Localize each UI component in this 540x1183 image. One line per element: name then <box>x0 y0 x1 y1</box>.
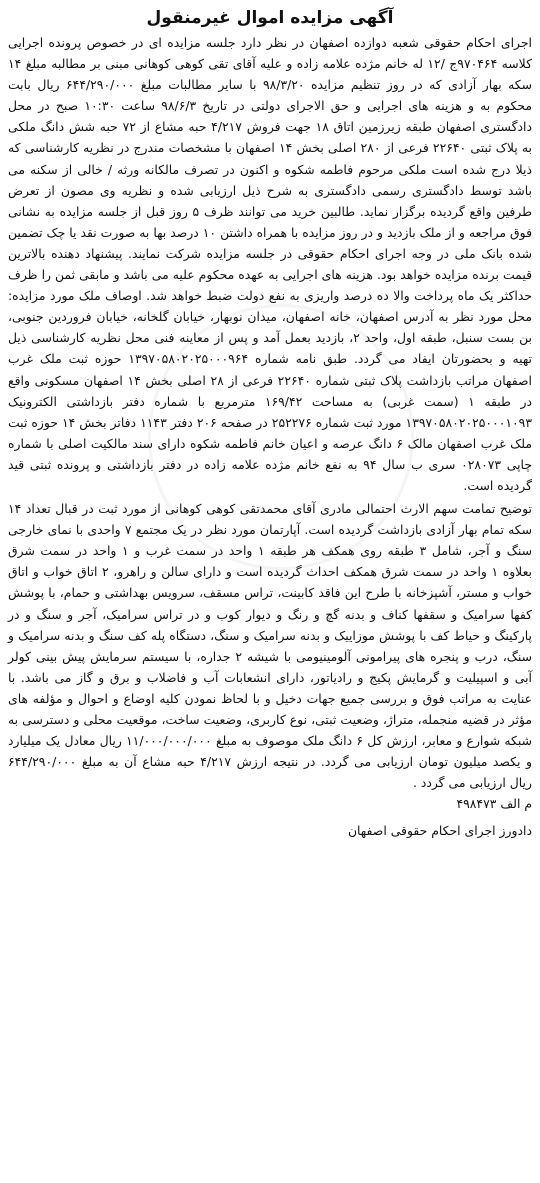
notice-document <box>8 4 532 1179</box>
notice-title: آگهی مزایده اموال غیرمنقول <box>146 8 394 28</box>
notice-body-paragraph-1: اجرای احکام حقوقی شعبه دوازده اصفهان در نظر دارد جلسه مزایده ای در خصوص پرونده اجرایی کلاسه ۹۷۰۴۶۴ج /۱۲ له خانم مژده علامه زاده و علیه آقای تقی کوهی کوهانی مبنی بر مطالبه مبلغ ۱۴ سکه بهار آزادی که در روز تنظیم مزایده ۹۸/۳/۲۰ با سایر مطالبات مبلغ ۶۴۴/۲۹۰/۰۰۰ ریال بابت محکوم به و هزینه های اجرایی و حق الاجرای دولتی در تاریخ ۹۸/۶/۳ ساعت ۱۰:۳۰ صبح در محل دادگستری اصفهان طبقه زیرزمین اتاق ۱۸ جهت فروش ۴/۲۱۷ حبه مشاع از ۷۲ حبه شش دانگ ملکی به پلاک ثبتی ۲۲۶۴۰ فرعی از ۲۸۰ اصلی بخش ۱۴ اصفهان با مشخصات مندرج در نظریه کارشناسی که ذیلا درج شده است ملکی مرحوم فاطمه شکوه و اکنون در تصرف مالکانه ورثه / خالی از سکنه می باشد توسط دادگستری رسمی دادگستری به شرح ذیل ارزیابی شده و نظریه وی مصون از تعرض طرفین واقع گردیده برگزار نماید. طالبین خرید می توانند ظرف ۵ روز قبل از جلسه مزایده به نشانی فوق مراجعه و از ملک بازدید و در روز مزایده با همراه داشتن ۱۰ درصد بها به صورت نقد یا چک تضمین شده بانک ملی در وجه اجرای احکام حقوقی در جلسه مزایده شرکت نمایند. پیشنهاد دهنده بالاترین قیمت برنده مزایده خواهد بود. هزینه های اجرایی به عهده محکوم علیه می باشد و مابقی ثمن را ظرف حداکثر یک ماه پرداخت والا ده درصد واریزی به نفع دولت ضبط خواهد شد. اوصاف ملک مورد مزایده: محل مورد نظر به آدرس اصفهان، خانه اصفهان، میدان نوبهار، خیابان گلخانه، خیابان فروردین جنوبی، بن بست سنبل، طبقه اول، واحد ۲، بازدید بعمل آمد و پس از معاینه فنی محل نظریه کارشناسی ذیل تهیه و بحضورتان ایفاد می گردد. طبق نامه شماره ۱۳۹۷۰۵۸۰۲۰۲۵۰۰۰۹۶۴ حوزه ثبت ملک غرب اصفهان مراتب بازداشت پلاک ثبتی شماره ۲۲۶۴۰ فرعی از ۲۸ اصلی بخش ۱۴ اصفهان مسکونی واقع در طبقه ۱ (سمت غربی) به مساحت ۱۶۹/۴۲ مترمربع با شماره دفتر بازداشتی الکترونیک ۱۳۹۷۰۵۸۰۲۰۲۵۰۰۰۱۰۹۳ مورد ثبت شماره ۲۵۲۲۷۶ در صفحه ۲۰۶ دفتر ۱۱۴۳ دفاتر بخش ۱۴ حوزه ثبت ملک غرب اصفهان مالک ۶ دانگ عرصه و اعیان خانم فاطمه شکوه دارای سند مالکیت اصلی با شماره چاپی ۰۲۸۰۷۳ سری ب سال ۹۴ به نفع خانم مژده علامه زاده در دفتر بازداشتی و پرونده ثبتی قید گردیده است. <box>8 35 533 493</box>
notice-body-paragraph-2: توضیح تمامت سهم الارث احتمالی مادری آقای محمدتقی کوهی کوهانی از مورد ثبت در قبال تعداد ۱۴ سکه تمام بهار آزادی بازداشت گردیده است. آپارتمان مورد نظر در یک مجتمع ۷ واحدی با نمای خارجی سنگ و آجر، شامل ۳ طبقه روی همکف هر طبقه ۱ واحد در سمت غرب و ۱ واحد در سمت شرق بعلاوه ۱ واحد در سمت شرق همکف احداث گردیده است و دارای سالن و راهرو، ۲ اتاق خواب و اتاق خواب و مستر، آشپزخانه با طرح این فاقد کابینت، تراس مسقف، سرویس بهداشتی و حمام، با پوشش کفها سرامیک و سقفها کناف و بدنه گچ و رنگ و دیوار کوب و در تراس سرامیک، آجر و سنگ و در پارکینگ و حیاط کف با پوشش موزاییک و بدنه سرامیک و سنگ، دستگاه پله کف سنگ و بدنه سرامیک و سنگ، درب و پنجره های پیرامونی آلومینیومی با شیشه ۲ جداره، با سیستم سرمایش پیش بینی کولر آبی و اسپیلیت و گرمایش پکیج و رادیاتور، دارای انشعابات آب و فاضلاب و برق و گاز می باشد. با عنایت به مراتب فوق و بررسی جمیع جهات دخیل و با لحاظ نمودن کلیه اوضاع و احوال و مؤلفه های مؤثر در قضیه منجمله، متراژ، وضعیت ثبتی، نوع کاربری، وضعیت ساخت، موقعیت محلی و دسترسی به شبکه شوارع و معابر، ارزش کل ۶ دانگ ملک موصوف به مبلغ ۱۱/۰۰۰/۰۰۰/۰۰۰ ریال معادل یک میلیارد و یکصد میلیون تومان ارزیابی می گردد. در نتیجه ارزش ۴/۲۱۷ حبه مشاع آن به مبلغ ۶۴۴/۲۹۰/۰۰۰ ریال ارزیابی می گردد . <box>8 501 533 791</box>
notice-signature: دادورز اجرای احکام حقوقی اصفهان <box>347 823 532 839</box>
notice-reference-number: م الف ۴۹۸۴۷۳ <box>456 796 532 812</box>
